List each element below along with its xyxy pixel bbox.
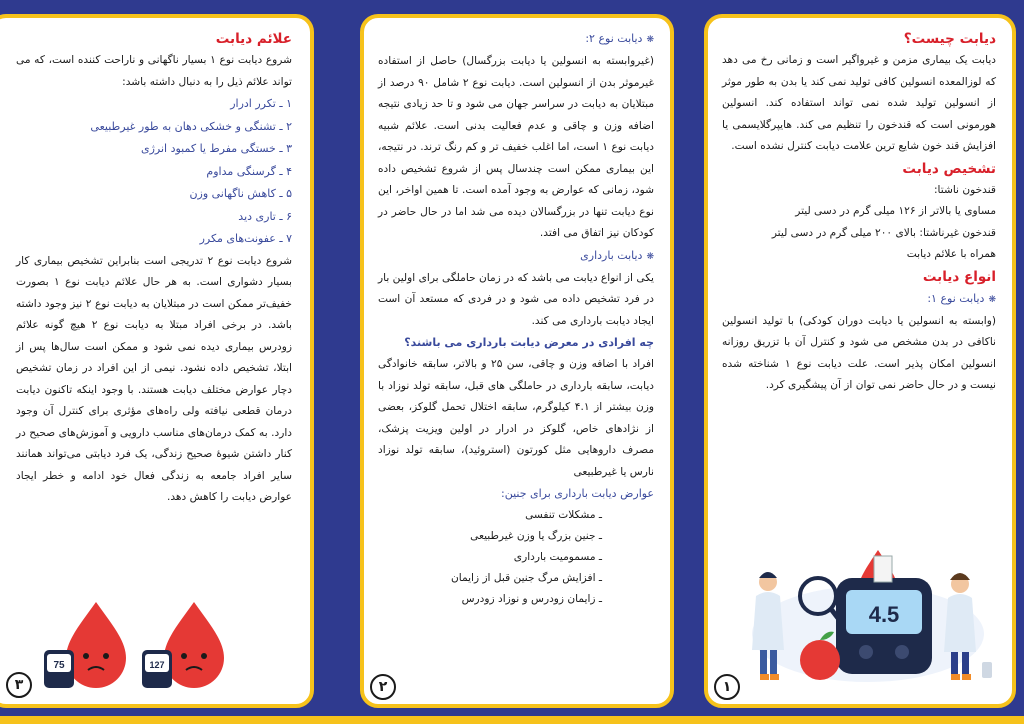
- fetal-item-5: ـ زایمان زودرس و نوزاد زودرس: [461, 593, 602, 605]
- glucose-meter-small-left-icon: [44, 650, 74, 688]
- risk-question: چه افرادی در معرض دیابت بارداری می باشند؟: [404, 336, 654, 349]
- title-symptoms: علائم دیابت: [215, 31, 292, 47]
- meter-reading: 4.5: [868, 602, 900, 627]
- glucose-meter-small-right-icon: [142, 650, 172, 688]
- glucose-meter-illustration: [738, 546, 996, 684]
- symptom-7: ۷ ـ عفونت‌های مکرر: [199, 232, 292, 245]
- symptom-1: ۱ ـ تکرر ادرار: [230, 97, 292, 110]
- fetal-item-1: ـ مشکلات تنفسی: [525, 509, 602, 521]
- what-is-text: دیابت یک بیماری مزمن و غیرواگیر است و زمانی رخ می دهد که لوزالمعده انسولین کافی تولید نمی کند یا بدن به طور موثر از انسولین تولید شده نمی تواند استفاده کند. انسولین هورمونی است که قندخون را تنظیم می کند. هایپرگلایسمی یا افزایش قند خون شایع ترین علامت دیابت کنترل نشده است.: [722, 54, 996, 152]
- type1-heading: [722, 288, 996, 311]
- panel-2-content: [364, 18, 670, 610]
- panel-3-content: [0, 18, 310, 509]
- panel-2: [360, 14, 674, 708]
- panel-3: [0, 14, 314, 708]
- symptoms-intro: شروع دیابت نوع ۱ بسیار ناگهانی و ناراحت کننده است، که می تواند علائم ذیل را به دنبال داشته باشد:: [16, 54, 292, 88]
- meter-left-reading: 75: [53, 660, 65, 671]
- title-types: انواع دیابت: [922, 268, 996, 285]
- star-icon: ❋: [646, 35, 654, 45]
- panel-1-content: [708, 18, 1012, 397]
- top-stripe: [0, 0, 1024, 10]
- fetal-item-4: ـ افزایش مرگ جنین قبل از زایمان: [450, 572, 602, 584]
- fetal-complications-heading: عوارض دیابت بارداری برای جنین:: [501, 487, 654, 500]
- gestational-heading: [378, 245, 654, 268]
- page-number-2: ۲: [370, 674, 396, 700]
- title-what-is-diabetes: دیابت چیست؟: [903, 31, 996, 47]
- meter-button-1: [859, 645, 873, 659]
- page-number-1: ۱: [714, 674, 740, 700]
- title-diagnosis: تشخیص دیابت: [902, 160, 996, 177]
- star-icon: ❋: [646, 251, 654, 262]
- sad-drop-left-icon: [66, 602, 126, 688]
- risk-text: افراد با اضافه وزن و چاقی، سن ۲۵ و بالاتر، سابقه خانوادگی دیابت، سابقه بارداری در حاملگی های قبل، سابقه تولد نوزاد با وزن بیشتر از ۴.۱ کیلوگرم، سابقه اختلال تحمل گلوکز، بعضی از نژادهای خاص، گلوکز در ادرار در اولین ویزیت پزشک، مصرف داروهایی مثل کورتون (استروئید)، سابقه تولد نوزاد نارس یا غیرطبیعی: [378, 358, 654, 478]
- meter-button-2: [895, 645, 909, 659]
- type2-heading: [378, 28, 654, 51]
- symptom-2: ۲ ـ تشنگی و خشکی دهان به طور غیرطبیعی: [90, 119, 292, 133]
- page-number-3: ۳: [6, 672, 32, 698]
- type1-heading-text: دیابت نوع ۱:: [927, 291, 985, 305]
- sad-drop-right-icon: [164, 602, 224, 688]
- type2-heading-text: دیابت نوع ۲:: [585, 32, 643, 45]
- bottom-stripe: [0, 716, 1024, 724]
- diag-line-4: همراه با علائم دیابت: [906, 248, 996, 260]
- panel-1: [704, 14, 1016, 708]
- diag-line-1: قندخون ناشتا:: [933, 183, 996, 196]
- symptom-6: ۶ ـ تاری دید: [238, 209, 292, 223]
- fetal-item-3: ـ مسمومیت بارداری: [513, 551, 602, 563]
- pill-bottle-icon: [982, 662, 992, 678]
- star-icon: ❋: [988, 294, 996, 305]
- gestational-text: یکی از انواع دیابت می باشد که در زمان حاملگی برای اولین بار در فرد تشخیص داده می شود و در فردی که مستعد آن است ایجاد دیابت بارداری می کند.: [378, 271, 654, 327]
- symptom-5: ۵ ـ کاهش ناگهانی وزن: [189, 187, 292, 200]
- symptom-3: ۳ ـ خستگی مفرط یا کمبود انرژی: [140, 142, 292, 155]
- meter-right-reading: 127: [149, 660, 165, 670]
- apple-icon: [800, 640, 840, 680]
- symptoms-body-text: شروع دیابت نوع ۲ تدریجی است بنابراین تشخیص بیماری کار بسیار دشواری است. به هر حال علائم دیابت نوع ۱ بصورت خفیف‌تر ممکن است در مبتلایان به دیابت نوع ۲ نیز وجود داشته باشد. در برخی افراد مبتلا به دیابت نوع ۲ هیچ گونه علائم زودرس بیماری دیده نمی شود و ممکن است سال‌ها پس از ابتلا، تشخیص داده نشود. نیمی از این افراد در زمان تشخیص دچار عوارض مختلف دیابت هستند. با وجود اینکه تاکنون دیابت درمان قطعی نیافته ولی راه‌های مؤثری برای کنترل آن وجود دارد. به کمک درمان‌های مناسب دارویی و آموزش‌های صحیح در کنار داشتن شیوهٔ صحیح زندگی، یک فرد دیابتی می‌تواند همانند سایر افراد جامعه به زندگی فعال خود ادامه و خطر ایجاد عوارض دیابت را کاهش دهد.: [16, 254, 292, 503]
- blood-drops-illustration: [26, 600, 236, 692]
- symptom-4: ۴ ـ گرسنگی مداوم: [206, 164, 292, 178]
- test-strip: [874, 556, 892, 582]
- diag-line-3: قندخون غیرناشتا: بالای ۲۰۰ میلی گرم در دسی لیتر: [771, 226, 996, 239]
- fetal-item-2: ـ جنین بزرگ یا وزن غیرطبیعی: [470, 530, 602, 542]
- diag-line-2: مساوی یا بالاتر از ۱۲۶ میلی گرم در دسی لیتر: [795, 205, 996, 217]
- type2-text: (غیروابسته به انسولین یا دیابت بزرگسال) حاصل از استفاده غیرموثر بدن از انسولین است. دیابت نوع ۲ شامل ۹۰ درصد از مبتلایان به دیابت در سراسر جهان می شود و تا حد زیادی نتیجه اضافه وزن و چاقی و عدم فعالیت بدنی است. علائم شبیه دیابت نوع ۱ است، اما اغلب خفیف تر و کم رنگ ترند. در نتیجه، این بیماری ممکن است چندسال پس از شروع تشخیص داده شود، زمانی که عوارض به وجود آمده است. تا همین اواخر، این نوع دیابت تنها در بزرگسالان دیده می شد اما در حال حاضر در کودکان نیز اتفاق می افتد.: [378, 55, 654, 239]
- type1-text: (وابسته به انسولین یا دیابت دوران کودکی) با تولید انسولین ناکافی در بدن مشخص می شود و کنترل آن با تزریق روزانه انسولین امکان پذیر است. علت دیابت نوع ۱ شناخته شده نیست و در حال حاضر نمی توان از آن پیشگیری کرد.: [722, 314, 996, 391]
- gestational-heading-text: دیابت بارداری: [580, 248, 643, 262]
